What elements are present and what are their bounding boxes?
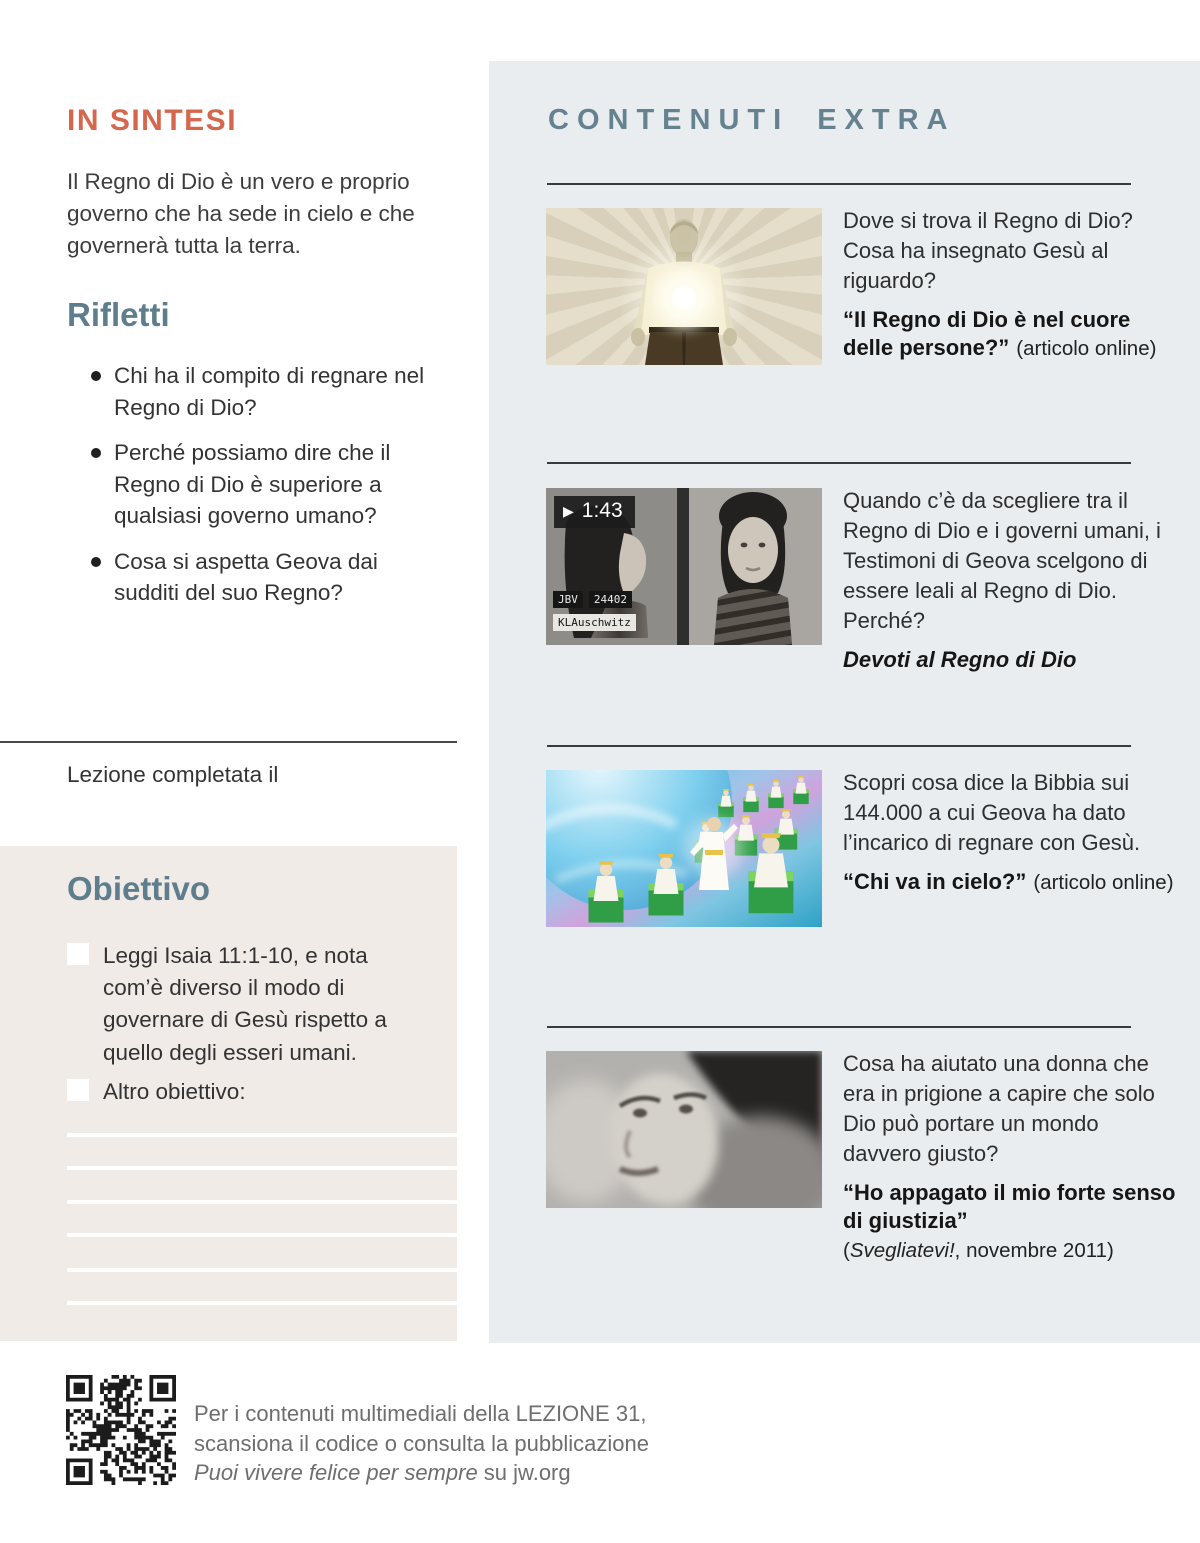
video-title: Devoti al Regno di Dio (843, 646, 1077, 672)
objective-task (67, 1076, 418, 1108)
footer-line1: Per i contenuti multimediali della LEZIONE 31, (194, 1401, 647, 1426)
reflect-question: Chi ha il compito di regnare nel Regno di Dio? (67, 360, 427, 423)
article-thumbnail-woman-portrait[interactable] (546, 1051, 822, 1208)
extra-title: CONTENUTI EXTRA (548, 104, 956, 136)
qr-code (66, 1374, 176, 1486)
reference-type: (articolo online) (1033, 870, 1174, 894)
prisoner-plate-text: 24402 (589, 591, 632, 608)
extra-item-text (843, 486, 1178, 674)
extra-item-text (843, 1049, 1178, 1264)
lesson-completed-label: Lezione completata il (67, 762, 279, 787)
extra-question: Dove si trova il Regno di Dio? Cosa ha insegnato Gesù al riguardo? (843, 208, 1133, 293)
article-title: “Il Regno di Dio è nel cuore delle persone?” (843, 306, 1131, 361)
objective-task (67, 940, 418, 1069)
article-thumbnail-glowing-heart[interactable] (546, 208, 822, 365)
woman-portrait-photo (546, 1051, 822, 1208)
reference-type: (articolo online) (1016, 337, 1157, 361)
play-icon: ▶ (563, 503, 574, 519)
footer-caption (194, 1399, 714, 1488)
writing-line[interactable] (67, 1301, 457, 1305)
reference-source: (Svegliatevi!, novembre 2011) (843, 1238, 1114, 1262)
prisoner-plate-text: KLAuschwitz (553, 614, 636, 631)
video-duration-badge (554, 496, 635, 528)
extra-item-text (843, 206, 1178, 363)
reflect-question-list (67, 360, 427, 623)
footer-line3-rest: su jw.org (477, 1460, 571, 1485)
video-duration: 1:43 (581, 499, 623, 522)
objective-section (0, 846, 457, 1341)
reflect-title: Rifletti (67, 296, 170, 333)
magazine-title: Svegliatevi! (849, 1238, 955, 1262)
divider-line (547, 745, 1131, 747)
extra-reference (843, 1179, 1178, 1265)
writing-line[interactable] (67, 1233, 457, 1237)
prisoner-plate-text: JBV (553, 591, 583, 608)
extra-item-text (843, 768, 1178, 896)
jesus-and-144000-illustration (546, 770, 822, 927)
extra-question: Cosa ha aiutato una donna che era in prigione a capire che solo Dio può portare un mondo davvero giusto? (843, 1051, 1155, 1166)
writing-line[interactable] (67, 1200, 457, 1204)
objective-checkbox[interactable] (67, 943, 89, 965)
reflect-question: Cosa si aspetta Geova dai sudditi del suo Regno? (67, 546, 427, 609)
summary-text: Il Regno di Dio è un vero e proprio governo che ha sede in cielo e che governerà tutta la terra. (67, 169, 415, 258)
divider-line (547, 462, 1131, 464)
footer-line2: scansiona il codice o consulta la pubblicazione (194, 1430, 649, 1456)
objective-task-label: Altro obiettivo: (103, 1079, 246, 1104)
publication-title: Puoi vivere felice per sempre (194, 1460, 478, 1485)
video-thumbnail-devoted-to-kingdom[interactable] (546, 488, 822, 645)
article-thumbnail-heavenly-kings[interactable] (546, 770, 822, 927)
divider-line (0, 741, 457, 743)
extra-reference (843, 868, 1178, 897)
man-with-glowing-heart-illustration (546, 208, 822, 365)
divider-line (547, 183, 1131, 185)
writing-line[interactable] (67, 1268, 457, 1272)
writing-line[interactable] (67, 1133, 457, 1137)
extra-question: Scopri cosa dice la Bibbia sui 144.000 a cui Geova ha dato l’incarico di regnare con Gesù. (843, 770, 1141, 855)
reflect-question: Perché possiamo dire che il Regno di Dio è superiore a qualsiasi governo umano? (67, 437, 427, 532)
writing-line[interactable] (67, 1166, 457, 1170)
objective-title: Obiettivo (67, 870, 211, 907)
divider-line (547, 1026, 1131, 1028)
extra-question: Quando c’è da scegliere tra il Regno di Dio e i governi umani, i Testimoni di Geova scelgono di essere leali al Regno di Dio. Perché? (843, 488, 1161, 633)
objective-checkbox[interactable] (67, 1079, 89, 1101)
article-title: “Ho appagato il mio forte senso di giustizia” (843, 1179, 1176, 1234)
article-title: “Chi va in cielo?” (843, 868, 1027, 894)
prisoner-id-plates (553, 591, 636, 631)
summary-title: IN SINTESI (67, 104, 238, 137)
objective-task-label: Leggi Isaia 11:1-10, e nota com’è diverso il modo di governare di Gesù rispetto a quello degli esseri umani. (103, 943, 387, 1065)
extra-reference (843, 306, 1178, 363)
